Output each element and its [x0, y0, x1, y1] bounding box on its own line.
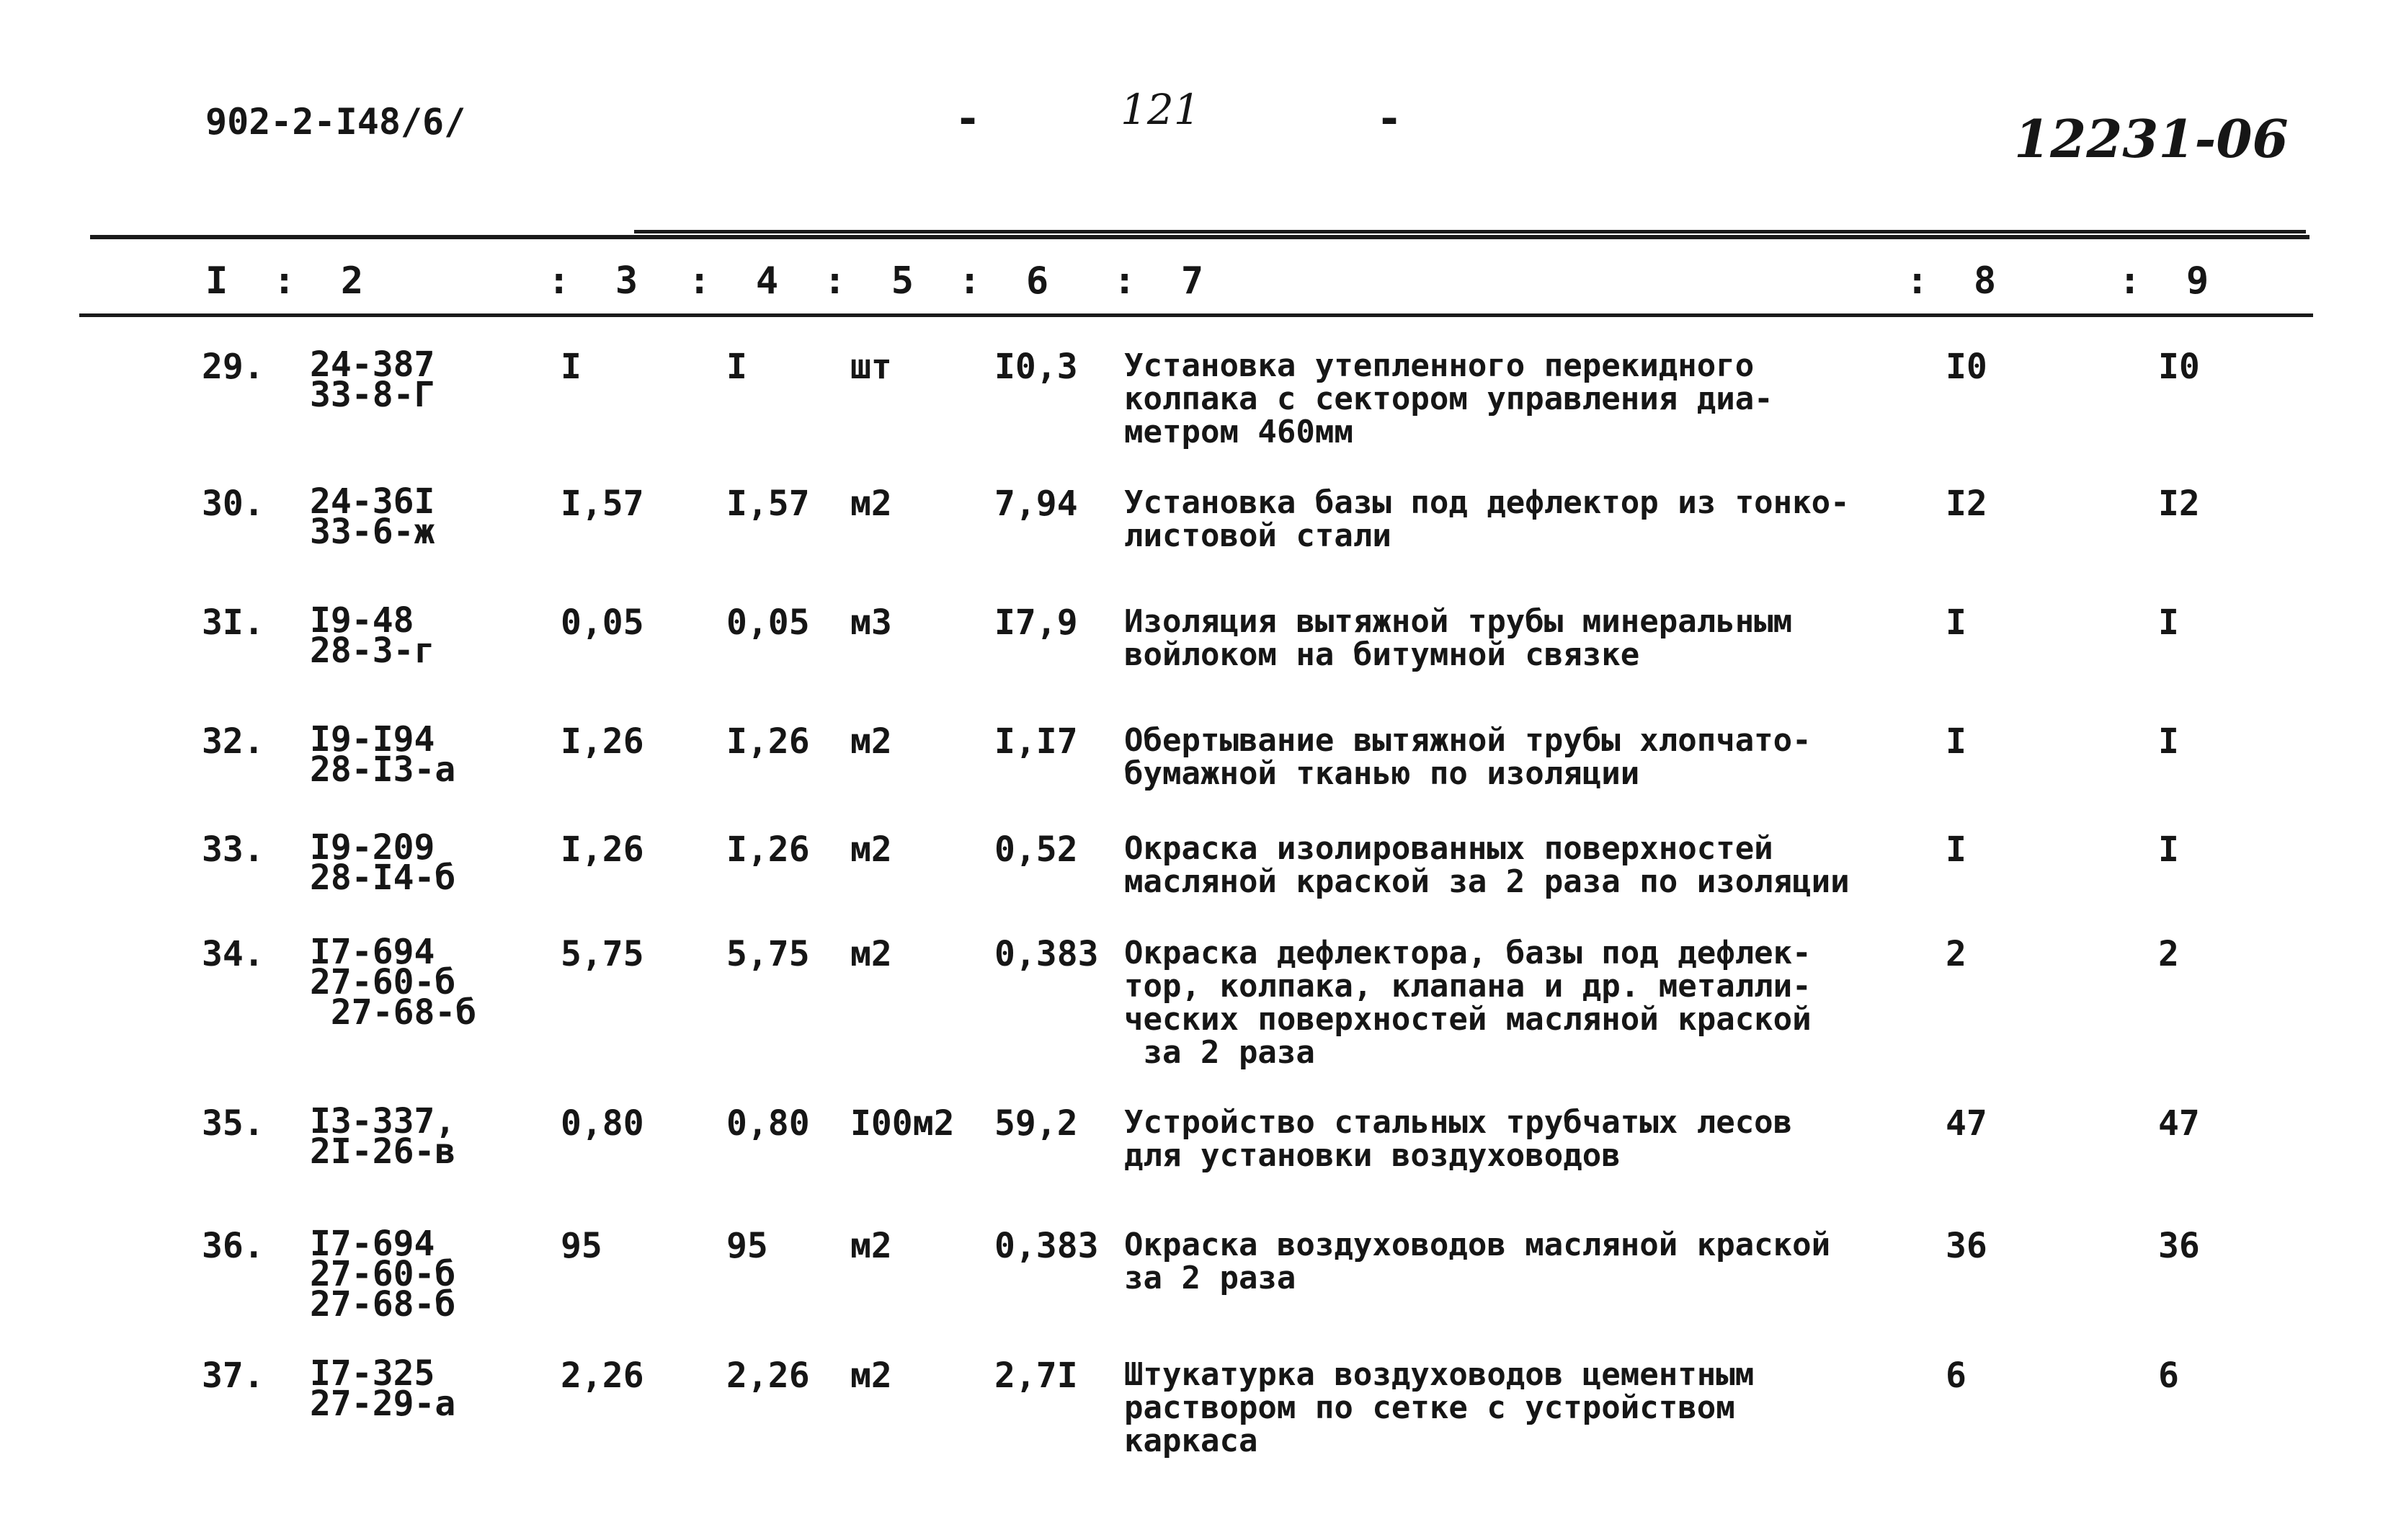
norm-cipher [310, 600, 435, 671]
unit-of-measure: м2 [850, 1356, 892, 1396]
unit-norm: 0,383 [994, 1226, 1099, 1266]
quantity-col3: 0,05 [561, 602, 644, 643]
value-col9: 36 [2158, 1226, 2200, 1266]
unit-of-measure: м2 [850, 1226, 892, 1266]
norm-cipher-line: 2I-26-в [310, 1131, 456, 1172]
norm-cipher-line: 28-I4-б [310, 858, 456, 898]
row-number: 35. [202, 1103, 264, 1144]
norm-cipher [310, 1224, 456, 1325]
quantity-col3: 5,75 [561, 934, 644, 974]
work-description-line: листовой стали [1124, 517, 1391, 554]
work-description-line: Установка утепленного перекидного [1124, 347, 1755, 384]
row-number: 32. [202, 721, 264, 762]
work-description-line: тор, колпака, клапана и др. металли- [1124, 968, 1812, 1005]
row-number: 33. [202, 829, 264, 870]
norm-cipher-line: I7-694 [310, 1224, 435, 1264]
row-number: 37. [202, 1356, 264, 1396]
work-description [1124, 724, 1812, 791]
value-col9: I [2158, 721, 2179, 762]
norm-cipher-line: I3-337, [310, 1101, 456, 1141]
work-description-line: колпака с сектором управления диа- [1124, 380, 1773, 417]
unit-of-measure: м2 [850, 934, 892, 974]
work-description-line: за 2 раза [1124, 1034, 1315, 1071]
norm-cipher-line: I9-209 [310, 827, 435, 868]
work-description-line: Окраска изолированных поверхностей [1124, 830, 1773, 867]
norm-cipher-line: 27-60-б [310, 962, 456, 1002]
column-header-1: I : 2 [205, 259, 364, 303]
norm-cipher-line: I9-I94 [310, 719, 435, 760]
work-description-line: каркаса [1124, 1423, 1258, 1459]
work-description-line: Обертывание вытяжной трубы хлопчато- [1124, 722, 1812, 759]
quantity-col3: I [561, 347, 582, 387]
work-description-line: метром 460мм [1124, 414, 1353, 450]
value-col9: 47 [2158, 1103, 2200, 1144]
unit-norm: 2,7I [994, 1356, 1078, 1396]
work-description [1124, 1229, 1830, 1295]
value-col8: 6 [1946, 1356, 1966, 1396]
norm-cipher [310, 932, 477, 1033]
norm-cipher-line: I7-694 [310, 932, 435, 972]
row-number: 30. [202, 484, 264, 524]
column-header-4: : 6 [958, 259, 1049, 303]
work-description-line: ческих поверхностей масляной краской [1124, 1001, 1812, 1038]
unit-norm: I0,3 [994, 347, 1078, 387]
value-col9: I [2158, 829, 2179, 870]
table-top-rule [90, 235, 2309, 239]
work-description [1124, 605, 1792, 672]
norm-cipher-line: 24-36I [310, 481, 435, 522]
norm-cipher-line: 33-6-ж [310, 512, 435, 552]
norm-cipher-line: 27-29-а [310, 1384, 456, 1424]
quantity-col4: I [726, 347, 747, 387]
norm-cipher-line: I7-325 [310, 1353, 435, 1394]
work-description-line: масляной краской за 2 раза по изоляции [1124, 863, 1850, 900]
unit-norm: I,I7 [994, 721, 1078, 762]
value-col9: I0 [2158, 347, 2200, 387]
quantity-col4: 95 [726, 1226, 768, 1266]
work-description-line: Изоляция вытяжной трубы минеральным [1124, 603, 1793, 640]
unit-of-measure: I00м2 [850, 1103, 955, 1144]
work-description-line: Штукатурка воздуховодов цементным [1124, 1356, 1755, 1393]
unit-norm: 0,52 [994, 829, 1078, 870]
unit-of-measure: м2 [850, 721, 892, 762]
norm-cipher [310, 1353, 456, 1424]
value-col8: I [1946, 721, 1966, 762]
page-number-dash-left: - [955, 94, 981, 144]
work-description [1124, 832, 1850, 899]
value-col8: I0 [1946, 347, 1987, 387]
quantity-col3: I,26 [561, 721, 644, 762]
row-number: 36. [202, 1226, 264, 1266]
value-col9: I2 [2158, 484, 2200, 524]
work-description-line: для установки воздуховодов [1124, 1137, 1621, 1174]
norm-cipher-line: 28-I3-а [310, 749, 456, 790]
value-col8: 2 [1946, 934, 1966, 974]
norm-cipher-line: 27-68-б [310, 1284, 456, 1325]
unit-norm: 59,2 [994, 1103, 1078, 1144]
norm-cipher-line: I9-48 [310, 600, 414, 641]
norm-cipher [310, 827, 456, 898]
value-col9: 2 [2158, 934, 2179, 974]
value-col8: I [1946, 829, 1966, 870]
norm-cipher-line: 27-68-б [310, 992, 477, 1033]
work-description-line: Окраска дефлектора, базы под дефлек- [1124, 935, 1812, 971]
work-description-line: раствором по сетке с устройством [1124, 1389, 1735, 1426]
unit-of-measure: шт [850, 347, 892, 387]
row-number: 3I. [202, 602, 264, 643]
archive-number: 12231-06 [2014, 108, 2289, 169]
norm-cipher [310, 344, 435, 415]
work-description [1124, 1358, 1754, 1458]
table-header-rule [79, 313, 2313, 317]
value-col8: I [1946, 602, 1966, 643]
norm-cipher [310, 1101, 456, 1172]
unit-of-measure: м2 [850, 829, 892, 870]
value-col8: 47 [1946, 1103, 1987, 1144]
work-description [1124, 486, 1850, 553]
quantity-col4: I,26 [726, 721, 810, 762]
value-col9: 6 [2158, 1356, 2179, 1396]
work-description [1124, 347, 1773, 450]
unit-norm: I7,9 [994, 602, 1078, 643]
norm-cipher [310, 481, 435, 552]
quantity-col4: I,57 [726, 484, 810, 524]
norm-cipher-line: 27-60-б [310, 1254, 456, 1294]
quantity-col4: 5,75 [726, 934, 810, 974]
work-description-line: Установка базы под дефлектор из тонко- [1124, 484, 1850, 521]
quantity-col3: I,26 [561, 829, 644, 870]
quantity-col4: 0,05 [726, 602, 810, 643]
page-number-dash-right: - [1376, 94, 1403, 144]
work-description-line: бумажной тканью по изоляции [1124, 755, 1640, 792]
unit-of-measure: м2 [850, 484, 892, 524]
norm-cipher [310, 719, 456, 790]
column-header-2: : 3 [548, 259, 638, 303]
page-number: 121 [1121, 85, 1201, 134]
column-header-5: : 7 [1113, 259, 1204, 303]
work-description-line: войлоком на битумной связке [1124, 636, 1640, 673]
row-number: 29. [202, 347, 264, 387]
quantity-col3: I,57 [561, 484, 644, 524]
work-description [1124, 1106, 1792, 1172]
unit-norm: 0,383 [994, 934, 1099, 974]
unit-norm: 7,94 [994, 484, 1078, 524]
work-description-line: Окраска воздуховодов масляной краской [1124, 1227, 1831, 1263]
norm-cipher-line: 33-8-Г [310, 375, 435, 415]
norm-cipher-line: 24-387 [310, 344, 435, 385]
work-description [1124, 937, 1812, 1069]
unit-of-measure: м3 [850, 602, 892, 643]
quantity-col4: I,26 [726, 829, 810, 870]
table-top-rule-upper [634, 230, 2306, 233]
value-col9: I [2158, 602, 2179, 643]
quantity-col3: 0,80 [561, 1103, 644, 1144]
quantity-col3: 95 [561, 1226, 602, 1266]
row-number: 34. [202, 934, 264, 974]
value-col8: I2 [1946, 484, 1987, 524]
document-code: 902-2-I48/6/ [205, 101, 466, 143]
column-header-6: : 8 [1906, 259, 1997, 303]
work-description-line: Устройство стальных трубчатых лесов [1124, 1104, 1793, 1141]
column-header-7: : 9 [2119, 259, 2209, 303]
norm-cipher-line: 28-3-г [310, 631, 435, 671]
value-col8: 36 [1946, 1226, 1987, 1266]
quantity-col4: 0,80 [726, 1103, 810, 1144]
column-header-3: : 4 : 5 [688, 259, 914, 303]
quantity-col3: 2,26 [561, 1356, 644, 1396]
work-description-line: за 2 раза [1124, 1260, 1296, 1296]
quantity-col4: 2,26 [726, 1356, 810, 1396]
